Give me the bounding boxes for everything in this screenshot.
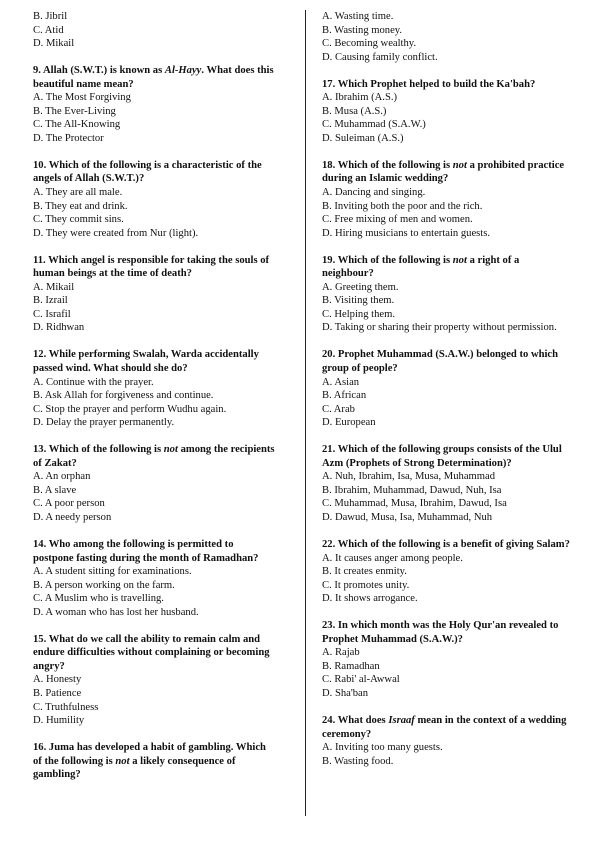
column-divider (305, 10, 306, 816)
answer-option: C. Muhammad (S.A.W.) (322, 119, 426, 131)
answer-option: A. Asian (322, 376, 360, 388)
question-block (322, 443, 572, 524)
question-text: 10. Which of the following is a characteristic of the angels of Allah (S.W.T.)? (33, 159, 262, 185)
answer-option: B. A person working on the farm. (33, 579, 175, 591)
question-block (33, 10, 275, 51)
answer-option: A. Greeting them. (322, 281, 399, 293)
left-column (33, 10, 275, 795)
question-text: 17. Which Prophet helped to build the Ka'bah? (322, 78, 536, 90)
answer-option: A. Inviting too many guests. (322, 742, 443, 754)
answer-option: A. Mikail (33, 281, 75, 293)
answer-option: C. Muhammad, Musa, Ibrahim, Dawud, Isa (322, 498, 507, 510)
question-text: 24. What does Israaf mean in the context of a wedding ceremony? (322, 715, 567, 740)
answer-option: D. Causing family conflict. (322, 51, 438, 63)
answer-option: B. African (322, 390, 367, 402)
answer-option: D. Humility (33, 715, 85, 727)
question-text: 23. In which month was the Holy Qur'an revealed to Prophet Muhammad (S.A.W.)? (322, 620, 559, 645)
question-block (322, 538, 572, 606)
answer-option: D. A needy person (33, 512, 112, 523)
answer-option: D. Sha'ban (322, 688, 369, 700)
answer-option: B. Inviting both the poor and the rich. (322, 200, 483, 212)
question-block (33, 443, 275, 524)
answer-option: C. Stop the prayer and perform Wudhu again. (33, 403, 227, 415)
answer-option: B. Ibrahim, Muhammad, Dawud, Nuh, Isa (322, 484, 502, 496)
question-block (322, 714, 572, 768)
answer-option: B. The Ever-Living (33, 105, 116, 117)
answer-option: D. Mikail (33, 38, 75, 50)
answer-option: A. Wasting time. (322, 11, 394, 22)
answer-option: A. Ibrahim (A.S.) (322, 92, 398, 104)
answer-option: C. Rabi' al-Awwal (322, 674, 400, 686)
answer-option: B. Patience (33, 688, 82, 700)
question-text: 12. While performing Swalah, Warda accidentally passed wind. What should she do? (33, 349, 259, 375)
answer-option: C. Arab (322, 403, 355, 415)
answer-option: C. Helping them. (322, 308, 395, 320)
answer-option: A. It causes anger among people. (322, 552, 463, 564)
answer-option: C. Becoming wealthy. (322, 38, 417, 50)
question-block (322, 254, 572, 335)
question-block (33, 538, 275, 619)
answer-option: C. Israfil (33, 308, 71, 320)
question-block (33, 348, 275, 429)
question-block (33, 254, 275, 335)
answer-option: D. They were created from Nur (light). (33, 227, 199, 239)
answer-option: D. Ridhwan (33, 322, 85, 334)
question-block (33, 64, 275, 145)
answer-option: C. Truthfulness (33, 701, 99, 713)
question-block (322, 619, 572, 700)
answer-option: C. The All-Knowing (33, 119, 121, 131)
answer-option: A. Honesty (33, 674, 82, 686)
question-text: 22. Which of the following is a benefit of giving Salam? (322, 539, 570, 551)
answer-option: A. Rajab (322, 647, 360, 659)
question-text: 19. Which of the following is not a right of a neighbour? (322, 254, 520, 280)
question-block (322, 159, 572, 240)
question-text: 11. Which angel is responsible for taking the souls of human beings at the time of death? (33, 254, 270, 280)
answer-option: A. Nuh, Ibrahim, Isa, Musa, Muhammad (322, 471, 496, 483)
question-block (322, 10, 572, 64)
answer-option: D. Hiring musicians to entertain guests. (322, 227, 490, 239)
answer-option: B. They eat and drink. (33, 200, 128, 212)
answer-option: A. Dancing and singing. (322, 187, 426, 199)
answer-option: B. Musa (A.S.) (322, 105, 387, 117)
question-text: 20. Prophet Muhammad (S.A.W.) belonged to which group of people? (322, 349, 559, 375)
question-text: 14. Who among the following is permitted to postpone fasting during the month of Ramadhan? (33, 539, 259, 564)
answer-option: B. Wasting money. (322, 24, 403, 36)
answer-option: D. Taking or sharing their property without permission. (322, 322, 557, 334)
answer-option: B. Ask Allah for forgiveness and continue. (33, 390, 214, 402)
question-text: 15. What do we call the ability to remain calm and endure difficulties without complaining or becoming angry? (33, 633, 270, 672)
answer-option: D. The Protector (33, 132, 104, 144)
question-text: 9. Allah (S.W.T.) is known as Al-Hayy. What does this beautiful name mean? (33, 65, 274, 90)
answer-option: B. Wasting food. (322, 755, 394, 767)
answer-option: A. An orphan (33, 471, 91, 483)
answer-option: C. A poor person (33, 498, 105, 510)
answer-option: C. They commit sins. (33, 214, 124, 226)
answer-option: B. Jibril (33, 11, 68, 22)
answer-option: B. Visiting them. (322, 295, 395, 307)
answer-option: D. Dawud, Musa, Isa, Muhammad, Nuh (322, 512, 493, 523)
answer-option: A. The Most Forgiving (33, 92, 131, 104)
answer-option: B. Ramadhan (322, 660, 380, 672)
answer-option: C. A Muslim who is travelling. (33, 593, 164, 605)
answer-option: C. It promotes unity. (322, 579, 410, 591)
question-text: 21. Which of the following groups consists of the Ulul Azm (Prophets of Strong Determination)? (322, 444, 562, 469)
question-block (322, 348, 572, 429)
right-column (322, 10, 572, 782)
question-block (33, 159, 275, 240)
question-block (33, 741, 275, 782)
answer-option: C. Free mixing of men and women. (322, 214, 473, 226)
answer-option: A. Continue with the prayer. (33, 376, 154, 388)
answer-option: B. A slave (33, 484, 77, 496)
answer-option: C. Atid (33, 24, 64, 36)
question-block (322, 78, 572, 146)
answer-option: A. A student sitting for examinations. (33, 566, 192, 578)
answer-option: B. Izrail (33, 295, 68, 307)
answer-option: D. It shows arrogance. (322, 593, 418, 605)
answer-option: D. A woman who has lost her husband. (33, 606, 199, 618)
question-text: 16. Juma has developed a habit of gambling. Which of the following is not a likely consequence of gambling? (33, 742, 266, 781)
answer-option: A. They are all male. (33, 187, 123, 199)
question-text: 13. Which of the following is not among the recipients of Zakat? (33, 444, 275, 469)
answer-option: D. European (322, 417, 376, 429)
answer-option: B. It creates enmity. (322, 566, 407, 578)
question-text: 18. Which of the following is not a prohibited practice during an Islamic wedding? (322, 159, 565, 185)
question-block (33, 633, 275, 728)
answer-option: D. Suleiman (A.S.) (322, 132, 404, 144)
answer-option: D. Delay the prayer permanently. (33, 417, 175, 429)
